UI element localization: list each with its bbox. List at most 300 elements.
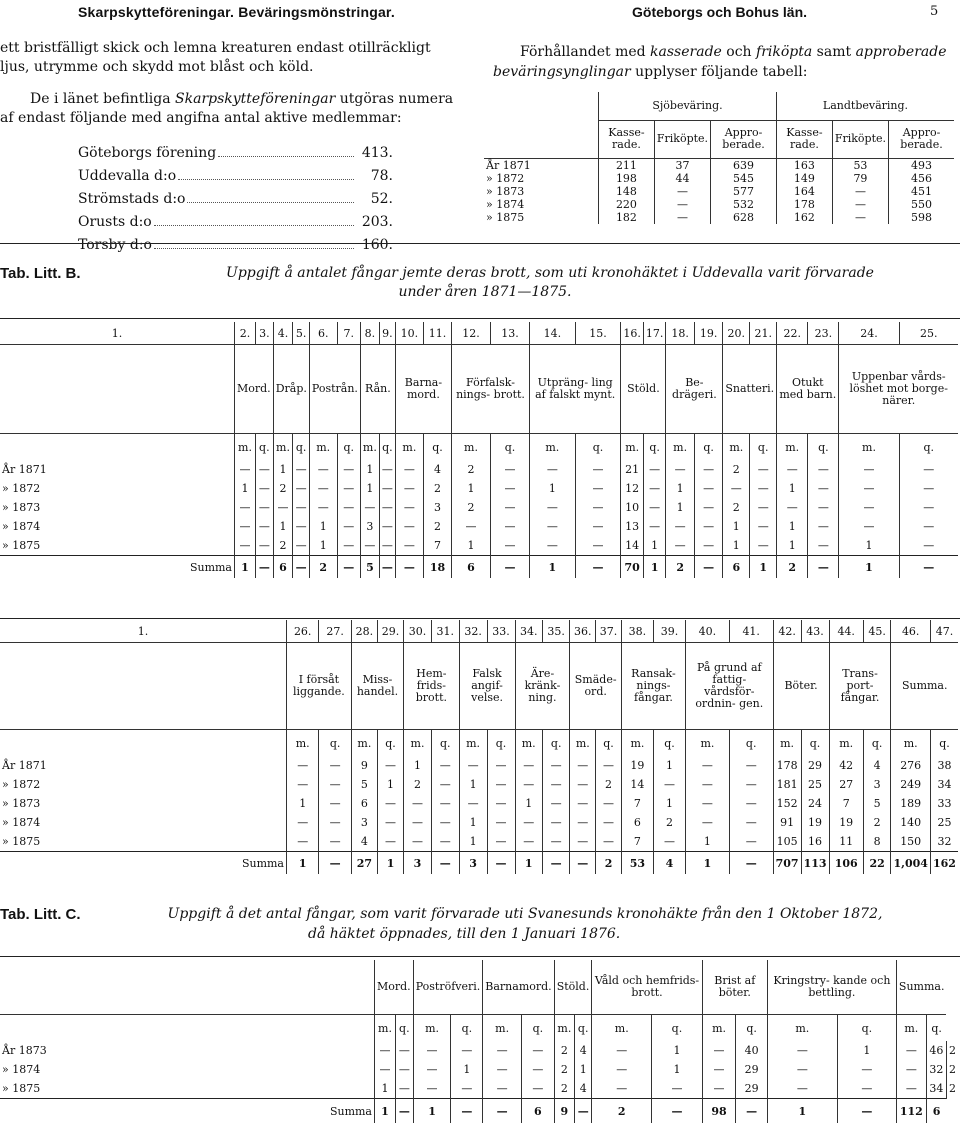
table-cell: 46. [891, 620, 930, 643]
table-row [484, 172, 954, 185]
list-item [78, 207, 393, 230]
table-cell: 4 [575, 1041, 592, 1060]
table-cell: 1 [459, 775, 487, 794]
table-cell: Sjöbeväring. [599, 92, 777, 120]
table-cell: 106 [829, 852, 863, 875]
table-cell: — [542, 852, 569, 875]
table-cell: 249 [891, 775, 930, 794]
table-cell: 17. [643, 322, 666, 345]
table-cell: — [570, 832, 596, 852]
table-cell: — [309, 498, 337, 517]
table-cell: q. [319, 730, 351, 757]
table-cell: 27. [319, 620, 351, 643]
beväring-table [484, 92, 954, 224]
table-cell: 9 [554, 1099, 574, 1124]
table-cell: — [643, 460, 666, 479]
table-cell: — [395, 517, 423, 536]
table-cell: 189 [891, 794, 930, 813]
table-cell: — [287, 813, 319, 832]
table-cell: — [293, 479, 310, 498]
table-cell: m. [554, 1015, 574, 1042]
table-cell: 4. [273, 322, 293, 345]
table-cell: m. [413, 1015, 451, 1042]
table-cell: 20. [723, 322, 750, 345]
table-cell: 1 [452, 536, 491, 556]
table-cell: 1 [377, 775, 403, 794]
table-cell: Våld och hemfrids- brott. [592, 960, 702, 1015]
table-cell: — [596, 813, 622, 832]
table-cell: m. [839, 434, 899, 461]
table-cell: — [413, 1079, 451, 1099]
table-cell: — [287, 832, 319, 852]
table-cell: — [483, 1041, 522, 1060]
table-row [0, 345, 958, 434]
table-cell: 5 [351, 775, 377, 794]
table-cell: 33. [487, 620, 515, 643]
table-cell: 4 [863, 756, 891, 775]
table-cell: 43. [801, 620, 829, 643]
table-cell: 1 [235, 479, 256, 498]
table-cell: — [899, 556, 958, 579]
table-cell: 2 [404, 775, 432, 794]
table-cell: — [235, 536, 256, 556]
table-cell: 150 [891, 832, 930, 852]
table-cell: — [491, 517, 530, 536]
table-cell: q. [293, 434, 310, 461]
table-cell: — [529, 498, 575, 517]
list-item [78, 161, 393, 184]
table-cell: Snatteri. [723, 345, 777, 434]
table-cell: — [529, 460, 575, 479]
table-cell: Stöld. [621, 345, 666, 434]
table-cell: — [575, 556, 621, 579]
table-row [0, 498, 958, 517]
list-item [78, 138, 393, 161]
divider [0, 956, 960, 957]
right-line-1: Förhållandet med kasserade och friköpta samt approberade [520, 44, 947, 60]
divider [0, 618, 960, 619]
table-cell: 1 [643, 556, 666, 579]
table-cell: 639 [711, 159, 777, 173]
table-cell: » 1875 [2, 539, 41, 552]
table-cell: — [459, 756, 487, 775]
table-cell: — [653, 832, 685, 852]
table-cell: 152 [773, 794, 801, 813]
table-cell: — [521, 1060, 554, 1079]
table-cell: q. [542, 730, 569, 757]
table-cell: Miss- handel. [351, 643, 403, 730]
table-cell: 29 [801, 756, 829, 775]
table-cell: 34. [515, 620, 542, 643]
table-cell: — [529, 517, 575, 536]
leader-dots [187, 202, 354, 203]
table-cell: — [235, 460, 256, 479]
table-cell: — [575, 460, 621, 479]
table-cell: — [431, 775, 459, 794]
table-cell: 41. [729, 620, 773, 643]
table-cell: 1,004 [891, 852, 930, 875]
table-cell: 1 [451, 1060, 483, 1079]
table-cell: — [491, 498, 530, 517]
table-cell: 1 [529, 556, 575, 579]
table-cell: 1 [777, 479, 808, 498]
table-cell: 4 [575, 1079, 592, 1099]
table-cell: 7 [621, 794, 653, 813]
table-cell: — [255, 479, 273, 498]
association-list [78, 138, 393, 253]
table-cell [0, 434, 235, 461]
table-cell: — [255, 498, 273, 517]
table-cell: Friköpte. [654, 120, 710, 159]
table-cell: 5 [360, 556, 379, 579]
table-cell: — [255, 556, 273, 579]
table-cell: Kringstry- kande och bettling. [767, 960, 896, 1015]
table-cell: Förfalsk- nings- brott. [452, 345, 530, 434]
table-cell: m. [273, 434, 293, 461]
table-cell: 1 [723, 536, 750, 556]
table-cell: — [750, 498, 777, 517]
table-cell: — [542, 832, 569, 852]
table-cell: 6 [273, 556, 293, 579]
table-cell: — [491, 536, 530, 556]
table-cell: — [542, 794, 569, 813]
table-cell: 18. [666, 322, 694, 345]
table-cell: 12. [452, 322, 491, 345]
table-cell: — [596, 832, 622, 852]
table-row [0, 1099, 958, 1124]
table-cell: 2 [653, 813, 685, 832]
table-cell: — [899, 536, 958, 556]
leader-dots [154, 248, 354, 249]
table-cell: 2 [554, 1041, 574, 1060]
table-cell: m. [592, 1015, 652, 1042]
table-cell: — [487, 756, 515, 775]
table-cell: — [575, 536, 621, 556]
table-cell: — [379, 556, 395, 579]
table-cell: 3 [351, 813, 377, 832]
member-count: 413. [361, 145, 393, 161]
table-cell: 19 [801, 813, 829, 832]
table-cell: m. [360, 434, 379, 461]
table-cell: 1 [839, 556, 899, 579]
table-cell: q. [575, 1015, 592, 1042]
table-cell: m. [404, 730, 432, 757]
table-cell: 40 [736, 1041, 767, 1060]
table-cell: — [379, 536, 395, 556]
table-cell: — [575, 1099, 592, 1124]
table-cell: m. [777, 434, 808, 461]
table-cell: — [337, 498, 360, 517]
table-cell: — [750, 460, 777, 479]
table-cell: — [899, 460, 958, 479]
table-cell: 29. [377, 620, 403, 643]
table-cell: — [652, 1079, 703, 1099]
table-cell: — [293, 517, 310, 536]
table-cell: — [808, 556, 839, 579]
table-cell: — [451, 1079, 483, 1099]
table-cell: 6 [521, 1099, 554, 1124]
table-cell: — [293, 498, 310, 517]
table-cell: m. [483, 1015, 522, 1042]
table-cell: — [337, 460, 360, 479]
table-cell: 1 [666, 479, 694, 498]
table-cell: 1. [137, 624, 149, 638]
table-cell: » 1875 [2, 1082, 41, 1095]
table-cell: 10 [621, 498, 644, 517]
table-cell: 4 [653, 852, 685, 875]
table-cell: 32 [926, 1060, 946, 1079]
table-cell: 1 [653, 756, 685, 775]
table-cell: 1 [287, 794, 319, 813]
table-row [0, 813, 958, 832]
table-cell: 178 [773, 756, 801, 775]
table-cell: Stöld. [554, 960, 592, 1015]
table-row [484, 211, 954, 224]
table-cell: 1 [529, 479, 575, 498]
table-cell: 2 [309, 556, 337, 579]
table-cell: Mord. [375, 960, 414, 1015]
table-cell: — [515, 775, 542, 794]
page-number: 5 [930, 4, 939, 19]
leader-dots [178, 179, 354, 180]
table-cell: 1 [459, 832, 487, 852]
table-cell: 13. [491, 322, 530, 345]
table-cell: 45. [863, 620, 891, 643]
table-cell: — [515, 832, 542, 852]
table-cell: — [837, 1060, 896, 1079]
table-cell: — [309, 460, 337, 479]
table-cell: m. [287, 730, 319, 757]
table-cell: 1 [273, 460, 293, 479]
table-cell: 2 [946, 1041, 958, 1060]
table-cell: 22 [863, 852, 891, 875]
table-cell: 2 [273, 479, 293, 498]
table-cell: 598 [889, 211, 954, 224]
table-cell: m. [767, 1015, 837, 1042]
table-cell [0, 1015, 375, 1042]
table-cell: 1 [375, 1099, 396, 1124]
table-cell: — [896, 1079, 926, 1099]
table-cell: — [694, 479, 722, 498]
table-cell: 13 [621, 517, 644, 536]
table-cell: 113 [801, 852, 829, 875]
table-cell: — [235, 498, 256, 517]
table-cell: 178 [776, 198, 832, 211]
table-cell: 163 [776, 159, 832, 173]
table-cell: 1 [459, 813, 487, 832]
table-cell: — [570, 775, 596, 794]
table-cell: — [395, 498, 423, 517]
table-cell: q. [750, 434, 777, 461]
table-cell: 25. [899, 322, 958, 345]
table-cell: 2 [723, 498, 750, 517]
tab-c-table [0, 960, 958, 1123]
table-cell: — [653, 775, 685, 794]
table-cell: Summa [0, 556, 235, 579]
table-row [0, 536, 958, 556]
table-cell: 10. [395, 322, 423, 345]
table-cell: 3 [404, 852, 432, 875]
table-cell: 22. [777, 322, 808, 345]
table-cell: q. [377, 730, 403, 757]
table-cell: — [837, 1099, 896, 1124]
table-cell: 7 [621, 832, 653, 852]
table-cell: 6. [309, 322, 337, 345]
table-cell: 2 [723, 460, 750, 479]
table-cell: — [487, 832, 515, 852]
table-cell: 3 [459, 852, 487, 875]
table-cell: 1 [767, 1099, 837, 1124]
table-cell: 2 [596, 775, 622, 794]
header-left: Skarpskytteföreningar. Beväringsmönstringar. [78, 4, 395, 20]
table-cell: 1 [413, 1099, 451, 1124]
table-cell: 1 [750, 556, 777, 579]
table-cell: Rån. [360, 345, 395, 434]
table-cell: — [337, 517, 360, 536]
table-cell: — [395, 1099, 413, 1124]
table-cell: — [319, 756, 351, 775]
table-cell: — [729, 775, 773, 794]
table-cell: 53 [832, 159, 888, 173]
table-cell: — [666, 536, 694, 556]
table-cell: 3 [360, 517, 379, 536]
table-cell: q. [863, 730, 891, 757]
table-cell: Barna- mord. [395, 345, 451, 434]
table-cell: — [431, 832, 459, 852]
table-cell: — [377, 832, 403, 852]
table-cell: » 1873 [2, 501, 41, 514]
table-cell: Appro- berade. [711, 120, 777, 159]
table-cell: 37 [654, 159, 710, 173]
table-cell: q. [521, 1015, 554, 1042]
table-cell: m. [896, 1015, 926, 1042]
table-cell: 1 [839, 536, 899, 556]
table-cell: — [767, 1079, 837, 1099]
table-cell: q. [808, 434, 839, 461]
table-cell: — [839, 498, 899, 517]
table-cell: 1 [653, 794, 685, 813]
table-cell: Dråp. [273, 345, 309, 434]
table-row [0, 460, 958, 479]
table-cell [484, 92, 599, 120]
table-cell: q. [431, 730, 459, 757]
table-cell: — [694, 517, 722, 536]
table-cell: » 1872 [2, 482, 41, 495]
table-cell: 112 [896, 1099, 926, 1124]
leader-dots [218, 156, 354, 157]
table-cell: — [729, 794, 773, 813]
table-cell: m. [723, 434, 750, 461]
table-cell: — [395, 479, 423, 498]
table-row [0, 775, 958, 794]
table-cell: — [413, 1041, 451, 1060]
table-cell: — [575, 479, 621, 498]
table-cell: 7. [337, 322, 360, 345]
table-cell: — [395, 536, 423, 556]
table-cell: — [643, 498, 666, 517]
table-cell: — [686, 794, 730, 813]
table-cell: 38. [621, 620, 653, 643]
table-row [484, 198, 954, 211]
left-line-1: ett bristfälligt skick och lemna kreaturen endast otillräckligt [0, 40, 431, 56]
table-cell: m. [395, 434, 423, 461]
table-cell: 1 [515, 794, 542, 813]
table-cell: 6 [452, 556, 491, 579]
table-cell: Hem- frids- brott. [404, 643, 460, 730]
table-cell: — [319, 794, 351, 813]
table-cell: q. [694, 434, 722, 461]
tab-c-caption-1: Uppgift å det antal fångar, som varit förvarade uti Svanesunds kronohäkte från den 1 Oktober 1872, [167, 906, 883, 922]
table-cell: Appro- berade. [889, 120, 954, 159]
table-cell: — [694, 498, 722, 517]
table-cell: 198 [599, 172, 655, 185]
table-cell [484, 120, 599, 159]
table-cell: 79 [832, 172, 888, 185]
table-cell: — [592, 1060, 652, 1079]
table-cell: Kasse- rade. [776, 120, 832, 159]
table-cell: q. [487, 730, 515, 757]
table-cell: — [515, 813, 542, 832]
table-cell: » 1874 [2, 520, 41, 533]
table-cell: — [777, 498, 808, 517]
table-cell: 2 [452, 460, 491, 479]
table-cell: q. [643, 434, 666, 461]
tab-b-caption-1: Uppgift å antalet fångar jemte deras brott, som uti kronohäktet i Uddevalla varit förvarade [226, 265, 874, 281]
table-cell: 23. [808, 322, 839, 345]
table-cell: — [592, 1041, 652, 1060]
table-cell: 24 [801, 794, 829, 813]
table-cell: — [694, 460, 722, 479]
table-cell: 1 [235, 556, 256, 579]
table-cell: 493 [889, 159, 954, 173]
table-cell: 34 [930, 775, 958, 794]
table-cell: — [702, 1041, 736, 1060]
table-row [0, 1060, 958, 1079]
table-cell [0, 730, 287, 757]
member-count: 52. [370, 191, 393, 207]
table-cell: 37. [596, 620, 622, 643]
table-cell: q. [736, 1015, 767, 1042]
table-cell: 1 [575, 1060, 592, 1079]
table-cell: Friköpte. [832, 120, 888, 159]
table-row [0, 960, 958, 1015]
table-cell: — [377, 813, 403, 832]
table-cell: m. [570, 730, 596, 757]
association-name: Torsby d:o [78, 237, 152, 253]
table-cell: I försåt liggande. [287, 643, 352, 730]
table-cell: — [723, 479, 750, 498]
table-cell: — [483, 1060, 522, 1079]
table-cell: Mord. [235, 345, 274, 434]
table-cell: 9. [379, 322, 395, 345]
tab-c-title: Tab. Litt. C. [0, 906, 81, 923]
table-cell: — [839, 517, 899, 536]
table-cell: — [899, 479, 958, 498]
table-cell: q. [337, 434, 360, 461]
table-cell: — [377, 756, 403, 775]
table-cell: — [808, 536, 839, 556]
association-name: Orusts d:o [78, 214, 152, 230]
table-cell: — [431, 852, 459, 875]
table-row [484, 159, 954, 173]
table-row [0, 643, 958, 730]
table-cell: 162 [776, 211, 832, 224]
table-cell: Uppenbar vårds- löshet mot borge- närer. [839, 345, 958, 434]
table-cell: 4 [423, 460, 451, 479]
table-cell: 1 [686, 832, 730, 852]
table-cell: — [729, 813, 773, 832]
table-cell: 6 [621, 813, 653, 832]
